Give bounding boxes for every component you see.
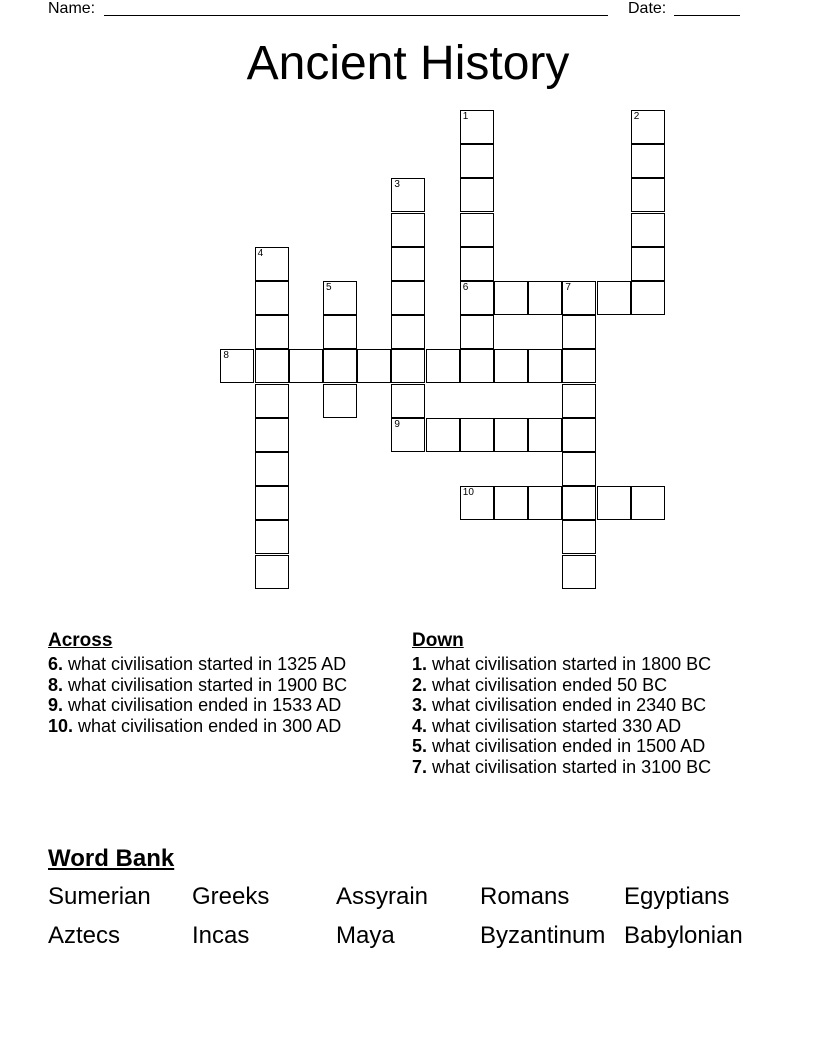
crossword-cell[interactable] [255,452,289,486]
clue-item-number: 3. [412,695,428,715]
clue-item-text: what civilisation started in 1800 BC [427,654,712,674]
crossword-cell[interactable] [255,520,289,554]
crossword-cell[interactable] [562,452,596,486]
word-bank-item: Maya [336,922,395,949]
crossword-cell[interactable] [391,178,425,212]
word-bank-item: Sumerian [48,883,151,910]
crossword-cell[interactable] [391,281,425,315]
clue-item-number: 4. [412,715,428,736]
crossword-cell[interactable] [255,315,289,349]
clue-item-number: 7. [412,756,428,777]
down-heading: Down [412,630,464,651]
crossword-cell[interactable] [460,247,494,281]
crossword-cell[interactable] [494,349,528,383]
crossword-cell[interactable] [494,418,528,452]
crossword-cell[interactable] [391,247,425,281]
crossword-cell[interactable] [255,247,289,281]
clue-item-text: what civilisation ended 50 BC [427,674,668,695]
crossword-cell[interactable] [631,178,665,212]
crossword-cell[interactable] [460,110,494,144]
crossword-cell[interactable] [220,349,254,383]
crossword-cell[interactable] [460,144,494,178]
crossword-cell[interactable] [357,349,391,383]
crossword-cell[interactable] [631,110,665,144]
clue-item-text: what civilisation started in 1900 BC [63,674,348,695]
crossword-cell[interactable] [391,349,425,383]
word-bank-item: Aztecs [48,922,121,949]
crossword-cell[interactable] [562,486,596,520]
across-heading: Across [48,630,113,651]
clue-item-number: 10. [48,715,74,736]
crossword-cell[interactable] [460,281,494,315]
crossword-cell[interactable] [631,247,665,281]
crossword-cell[interactable] [391,213,425,247]
crossword-cell[interactable] [562,281,596,315]
clue-item [412,736,747,757]
crossword-cell[interactable] [631,486,665,520]
clue-item-text: what civilisation ended in 300 AD [73,715,342,736]
clue-number: 3 [394,179,400,191]
date-label: Date: [628,0,667,17]
crossword-cell[interactable] [255,486,289,520]
crossword-cell[interactable] [289,349,323,383]
crossword-cell[interactable] [426,349,460,383]
word-bank-item: Egyptians [624,883,730,910]
clue-number: 7 [565,282,571,293]
crossword-cell[interactable] [391,315,425,349]
crossword-cell[interactable] [460,213,494,247]
crossword-cell[interactable] [460,349,494,383]
clue-item [412,716,747,737]
clue-item [412,695,747,716]
crossword-cell[interactable] [460,315,494,349]
crossword-cell[interactable] [323,315,357,349]
clue-item-number: 5. [412,736,428,756]
crossword-cell[interactable] [528,486,562,520]
clue-number: 6 [462,282,469,293]
clue-item-text: what civilisation started in 1325 AD [63,654,347,674]
clue-number: 4 [257,247,264,259]
crossword-cell[interactable] [562,418,596,452]
crossword-cell[interactable] [323,349,357,383]
word-bank-item: Assyrain [336,883,429,910]
across-clues [48,630,383,736]
crossword-cell[interactable] [562,384,596,418]
crossword-cell[interactable] [391,418,425,452]
crossword-cell[interactable] [528,418,562,452]
clue-number: 1 [462,111,469,122]
crossword-cell[interactable] [255,384,289,418]
crossword-cell[interactable] [494,281,528,315]
crossword-cell[interactable] [631,281,665,315]
crossword-cell[interactable] [255,555,289,589]
clue-number: 8 [223,350,229,362]
clue-number: 9 [394,418,400,430]
word-bank-item: Romans [480,883,570,910]
crossword-cell[interactable] [460,486,494,520]
crossword-cell[interactable] [460,178,494,212]
crossword-cell[interactable] [494,486,528,520]
crossword-cell[interactable] [597,486,631,520]
clue-item-text: what civilisation ended in 1500 AD [427,736,706,756]
crossword-cell[interactable] [426,418,460,452]
page-title: Ancient History [246,37,570,90]
crossword-cell[interactable] [562,520,596,554]
crossword-cell[interactable] [323,281,357,315]
crossword-cell[interactable] [460,418,494,452]
clue-item [48,716,383,737]
clue-item-text: what civilisation ended in 1533 AD [63,695,342,715]
crossword-cell[interactable] [562,315,596,349]
crossword-cell[interactable] [631,213,665,247]
clue-item [412,675,747,696]
crossword-cell[interactable] [323,384,357,418]
clue-item [412,654,747,675]
clue-number: 5 [326,282,332,293]
clue-item-text: what civilisation started 330 AD [427,715,682,736]
clue-item-number: 9. [48,695,64,715]
clue-item-text: what civilisation ended in 2340 BC [427,695,707,715]
clue-item-text: what civilisation started in 3100 BC [427,756,712,777]
word-bank-item: Byzantinum [480,922,606,949]
crossword-cell[interactable] [562,349,596,383]
word-bank-title: Word Bank [48,845,175,872]
crossword-cell[interactable] [631,144,665,178]
crossword-cell[interactable] [528,281,562,315]
clue-item [48,654,383,675]
crossword-cell[interactable] [562,555,596,589]
crossword-cell[interactable] [255,418,289,452]
name-label: Name: [48,0,96,17]
clue-item [48,695,383,716]
clue-number: 10 [462,487,474,499]
word-bank-item: Greeks [192,883,270,910]
crossword-cell[interactable] [597,281,631,315]
clue-item-number: 8. [48,674,64,695]
word-bank-item: Incas [192,922,250,949]
clue-item [48,675,383,696]
crossword-cell[interactable] [255,349,289,383]
clue-number: 2 [633,111,640,122]
clue-item-number: 2. [412,674,428,695]
clue-item [412,757,747,778]
word-bank-item: Babylonian [624,922,743,949]
crossword-cell[interactable] [528,349,562,383]
crossword-cell[interactable] [391,384,425,418]
crossword-cell[interactable] [255,281,289,315]
clue-item-number: 1. [412,654,428,674]
down-clues [412,630,747,777]
clue-item-number: 6. [48,654,64,674]
